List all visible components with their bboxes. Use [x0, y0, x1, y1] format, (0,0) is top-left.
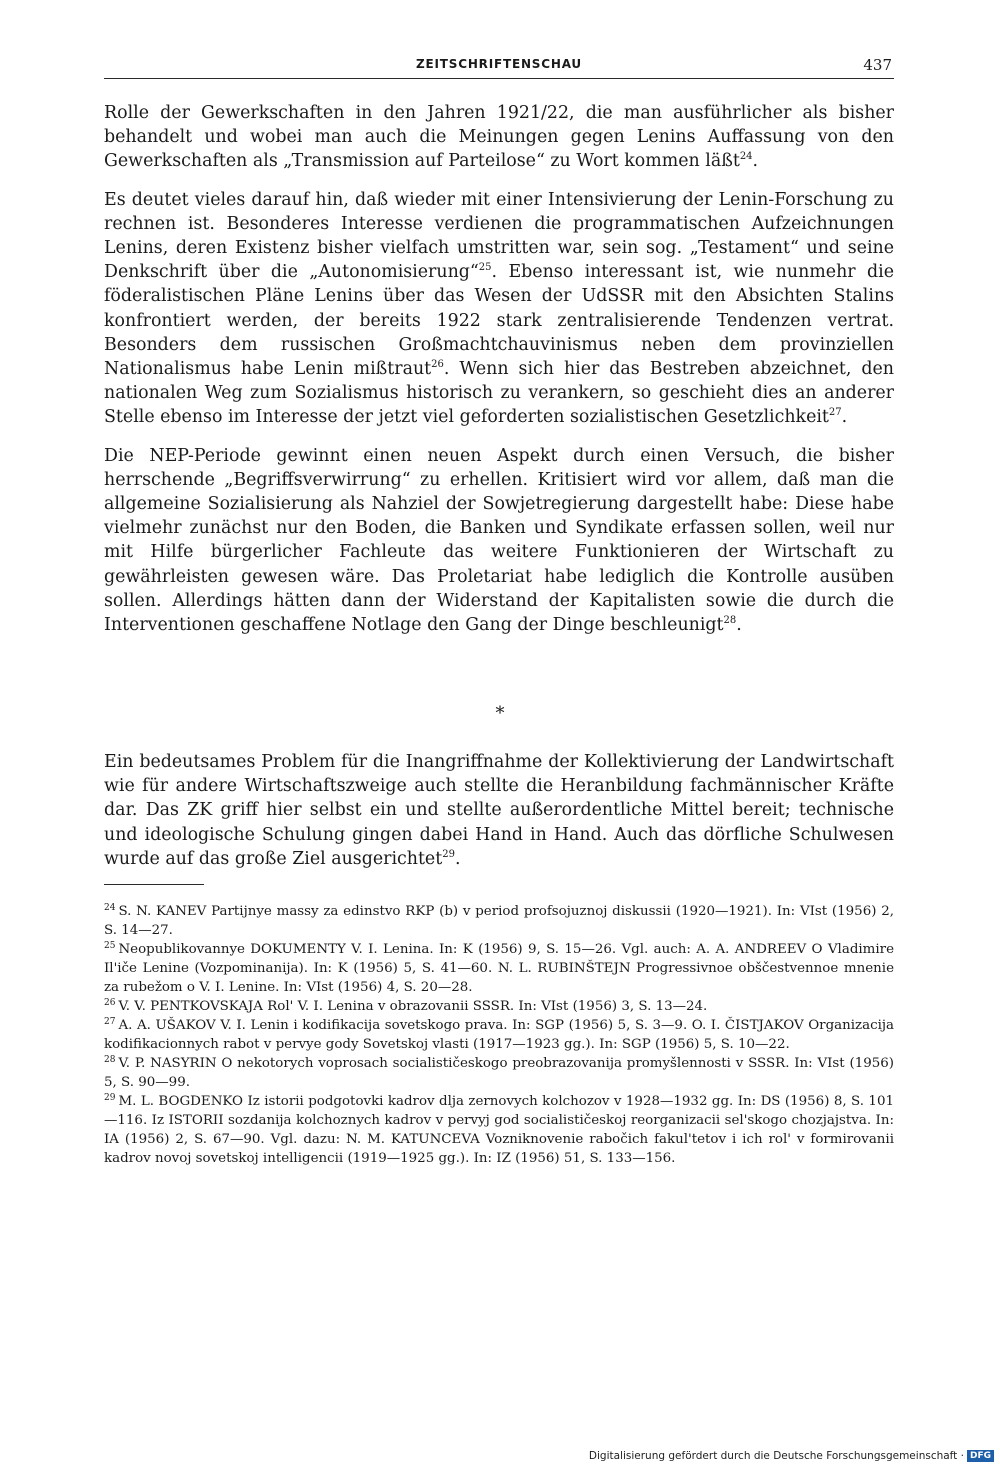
page-number: 437 [863, 56, 892, 74]
paragraph-text: . [841, 407, 848, 428]
paragraph-text: Es deutet vieles darauf hin, daß wieder mit einer Intensivierung der Lenin-Forschung zu rechnen ist. Besonderes Interesse verdienen die programmatischen Aufzeichnungen Lenins, deren Existenz bisher vielfach umstritten war, sein sog. „Testament“ und seine Denkschrift über die „Autonomisierung“ [104, 189, 894, 283]
footnote [104, 902, 894, 940]
paragraph-text: . Wenn sich hier das Bestreben abzeichnet, den nationalen Weg zum Sozialismus historisch zu verankern, so geschieht dies an anderer Stelle ebenso im Interesse der jetzt viel geforderten sozialistischen Gesetzlichkeit [104, 359, 894, 428]
footnotes [104, 902, 894, 1168]
paragraph [104, 101, 894, 174]
footnote-mark: 28 [104, 1054, 116, 1065]
footnote [104, 1016, 894, 1054]
section-separator: * [495, 703, 505, 724]
paragraph-text: . [736, 615, 742, 636]
footnote [104, 1092, 894, 1168]
footnote-mark: 26 [104, 997, 116, 1008]
paragraph [104, 444, 894, 638]
footnote-ref[interactable]: 28 [723, 615, 737, 627]
funding-watermark [589, 1450, 994, 1462]
dfg-logo-icon: DFG [967, 1450, 994, 1462]
footnote-text: A. A. UŠAKOV V. I. Lenin i kodifikacija sovetskogo prava. In: SGP (1956) 5, S. 3—9. O. I. ČISTJAKOV Organizacija kodifikacionnych rabot v pervye gody Sovetskoj vlasti (1917—1923 gg.). In: SGP (1956) 5, S. 10—22. [104, 1018, 894, 1052]
footnote-ref[interactable]: 24 [739, 151, 753, 163]
paragraph-text: Die NEP-Periode gewinnt einen neuen Aspekt durch einen Versuch, die bisher herrschende „Begriffsverwirrung“ zu erhellen. Kritisiert wird vor allem, daß man die allgemeine Sozialisierung als Nahziel der Sowjetregierung dargestellt habe: Diese habe vielmehr zunächst nur den Boden, die Banken und Syndikate erfassen sollen, weil nur mit Hilfe bürgerlicher Fachleute das weitere Funktionieren der Wirtschaft zu gewährleisten gewesen wäre. Das Proletariat habe lediglich die Kontrolle ausüben sollen. Allerdings hätten dann der Widerstand der Kapitalisten sowie die durch die Interventionen geschaffene Notlage den Gang der Dinge beschleunigt [104, 445, 894, 636]
footnote-ref[interactable]: 29 [442, 849, 455, 861]
footnote-text: V. V. PENTKOVSKAJA Rol' V. I. Lenina v obrazovanii SSSR. In: VIst (1956) 3, S. 13—24. [118, 999, 708, 1014]
footnote [104, 997, 894, 1016]
watermark-text: Digitalisierung gefördert durch die Deutsche Forschungsgemeinschaft · [588, 1450, 964, 1462]
footnote [104, 940, 894, 997]
body-text-lower [104, 750, 894, 885]
running-header [104, 56, 894, 79]
paragraph-text: . Ebenso interessant ist, wie nunmehr die föderalistischen Pläne Lenins über das Wesen der UdSSR mit den Absichten Stalins konfrontiert werden, der bereits 1922 stark zentralisierende Tendenzen vertrat. Besonders dem russischen Großmachtchauvinismus neben dem provinziellen Nationalismus habe Lenin mißtraut [104, 262, 894, 380]
footnote-text: S. N. KANEV Partijnye massy za edinstvo RKP (b) v period profsojuznoj diskussii (1920—1921). In: VIst (1956) 2, S. 14—27. [104, 904, 894, 938]
paragraph [104, 188, 894, 430]
header-title: ZEITSCHRIFTENSCHAU [416, 57, 582, 71]
paragraph-text: . [454, 848, 461, 869]
footnote-text: V. P. NASYRIN O nekotorych voprosach socialističeskogo preobrazovanija promyšlennosti v SSSR. In: VIst (1956) 5, S. 90—99. [104, 1056, 894, 1090]
footnote-ref[interactable]: 25 [478, 262, 492, 274]
footnote-mark: 27 [104, 1016, 116, 1027]
footnote-mark: 24 [104, 902, 116, 913]
paragraph [104, 750, 894, 871]
footnote-divider [104, 884, 204, 885]
paragraph-text: Ein bedeutsames Problem für die Inangriffnahme der Kollektivierung der Landwirtschaft wie für andere Wirtschaftszweige auch stellte die Heranbildung fachmännischer Kräfte dar. Das ZK griff hier selbst ein und stellte außerordentliche Mittel bereit; technische und ideologische Schulung gingen dabei Hand in Hand. Auch das dörfliche Schulwesen wurde auf das große Ziel ausgerichtet [104, 752, 894, 869]
footnote-ref[interactable]: 26 [431, 359, 444, 371]
paragraph-text: . [752, 151, 759, 172]
footnote [104, 1054, 894, 1092]
footnote-mark: 25 [104, 940, 116, 951]
footnote-ref[interactable]: 27 [828, 407, 842, 419]
footnote-mark: 29 [104, 1092, 116, 1103]
footnote-text: M. L. BOGDENKO Iz istorii podgotovki kadrov dlja zernovych kolchozov v 1928—1932 gg. In: DS (1956) 8, S. 101—116. Iz ISTORII sozdanija kolchoznych kadrov v pervyj god socialističeskoj reorganizacii sel'skogo chozjajstva. In: IA (1956) 2, S. 67—90. Vgl. dazu: N. M. KATUNCEVA Vozniknovenie rabočich fakul'tetov i ich rol' v formirovanii kadrov novoj sovetskoj intelligencii (1919—1925 gg.). In: IZ (1956) 51, S. 133—156. [104, 1094, 894, 1166]
paragraph-text: Rolle der Gewerkschaften in den Jahren 1921/22, die man ausführlicher als bisher behandelt und wobei man auch die Meinungen gegen Lenins Auffassung von den Gewerkschaften als „Transmission auf Parteilose“ zu Wort kommen läßt [104, 103, 894, 172]
body-text-upper [104, 101, 894, 651]
footnote-text: Neopublikovannye DOKUMENTY V. I. Lenina. In: K (1956) 9, S. 15—26. Vgl. auch: A. A. ANDREEV O Vladimire Il'iče Lenine (Vozpominanija). In: K (1956) 5, S. 41—60. N. L. RUBINŠTEJN Progressivnoe obščestvennoe mnenie za rubežom o V. I. Lenine. In: VIst (1956) 4, S. 20—28. [104, 942, 894, 995]
